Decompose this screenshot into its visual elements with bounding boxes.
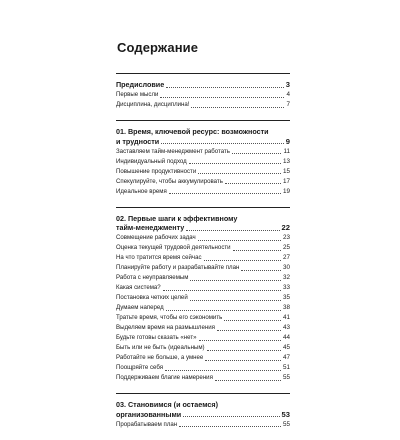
toc-item-page: 11 [283, 147, 290, 155]
toc-heading-page: 53 [281, 409, 290, 419]
toc-item-page: 38 [282, 304, 290, 311]
toc-item-page: 15 [282, 167, 290, 175]
dot-leader [191, 107, 284, 108]
toc-item-page: 13 [282, 157, 290, 165]
toc-item-page: 43 [282, 324, 290, 331]
toc-item[interactable] [116, 420, 290, 430]
toc-section-chapter-01 [116, 127, 290, 197]
toc-item-page: 30 [282, 264, 290, 271]
dot-leader [166, 87, 284, 88]
dot-leader [232, 153, 282, 154]
toc-item[interactable] [116, 303, 290, 313]
toc-item[interactable] [116, 187, 290, 197]
toc-item-page: 4 [286, 91, 290, 98]
toc-heading[interactable] [116, 223, 290, 233]
toc-heading-page: 9 [285, 136, 290, 146]
toc-item-page: 23 [282, 234, 290, 241]
dot-leader [161, 143, 284, 144]
dot-leader [190, 300, 281, 301]
toc-heading[interactable] [116, 80, 290, 90]
toc-item-page: 27 [282, 254, 290, 261]
toc-heading-line1[interactable]: 03. Становимся (и остаемся) [116, 400, 219, 409]
toc-item-page: 45 [282, 344, 290, 351]
toc-item-title: Индивидуальный подход [116, 157, 187, 165]
dot-leader [224, 320, 281, 321]
dot-leader [204, 260, 281, 261]
toc-item-page: 51 [282, 364, 290, 371]
toc-section-chapter-03 [116, 400, 290, 430]
dot-leader [199, 340, 281, 341]
toc-item-title: Поощряйте себя [116, 364, 164, 371]
dot-leader [207, 350, 281, 351]
dot-leader [198, 240, 281, 241]
toc-item-title: Будьте готовы сказать «нет» [116, 334, 197, 341]
dot-leader [166, 310, 281, 311]
dot-leader [179, 426, 281, 427]
toc-item[interactable] [116, 363, 290, 373]
toc-heading[interactable] [116, 137, 290, 147]
section-divider [116, 120, 290, 121]
toc-item-page: 47 [282, 354, 290, 361]
toc-item-page: 19 [282, 187, 290, 195]
toc-item[interactable] [116, 157, 290, 167]
toc-item-title: Дисциплина, дисциплина! [116, 101, 190, 108]
toc-item-page: 25 [282, 244, 290, 251]
dot-leader [186, 230, 279, 231]
toc-item-title: Заставляем тайм-менеджмент работать [116, 147, 230, 155]
toc-item[interactable] [116, 273, 290, 283]
toc-item[interactable] [116, 373, 290, 383]
toc-item-title: Планируйте работу и разрабатывайте план [116, 264, 240, 271]
toc-item[interactable] [116, 333, 290, 343]
toc-item[interactable] [116, 253, 290, 263]
toc-item-page: 32 [282, 274, 290, 281]
toc-item[interactable] [116, 353, 290, 363]
dot-leader [205, 360, 281, 361]
dot-leader [190, 280, 281, 281]
toc-item[interactable] [116, 147, 290, 157]
toc-item-title: Идеальное время [116, 187, 167, 195]
dot-leader [160, 97, 284, 98]
toc-item[interactable] [116, 90, 290, 100]
dot-leader [163, 290, 281, 291]
toc-item-title: Работайте не больше, а умнее [116, 354, 204, 361]
toc-heading-line2: организованными [116, 409, 182, 419]
toc-item[interactable] [116, 100, 290, 110]
toc-item-page: 35 [282, 294, 290, 301]
toc-title: Содержание [117, 40, 199, 55]
dot-leader [241, 270, 281, 271]
toc-item-title: Оценка текущей трудовой деятельности [116, 244, 231, 251]
toc-item-title: Быть или не быть (идеальным) [116, 344, 205, 351]
dot-leader [183, 416, 279, 417]
toc-item-page: 17 [282, 177, 290, 185]
toc-heading[interactable] [116, 410, 290, 420]
toc-item[interactable] [116, 313, 290, 323]
toc-item[interactable] [116, 177, 290, 187]
dot-leader [189, 163, 281, 164]
toc-section-chapter-02 [116, 214, 290, 384]
toc-heading-line2: и трудности [116, 136, 160, 146]
toc-item-title: Постановка четких целей [116, 294, 188, 301]
toc-item-title: Выделяем время на размышления [116, 324, 215, 331]
toc-item-page: 55 [282, 420, 290, 428]
toc-heading-line2: тайм-менеджменту [116, 223, 185, 232]
toc-item-page: 44 [282, 334, 290, 341]
section-divider [116, 73, 290, 74]
section-divider [116, 207, 290, 208]
toc-item-page: 33 [282, 284, 290, 291]
toc-section-preface [116, 80, 290, 110]
toc-item[interactable] [116, 243, 290, 253]
toc-item-title: Какая система? [116, 284, 161, 291]
toc-item-title: Прорабатываем план [116, 420, 178, 428]
toc-item-title: Первые мысли [116, 91, 159, 98]
toc-item-title: Поддерживаем благие намерения [116, 374, 213, 381]
toc-heading-page: 3 [285, 80, 290, 89]
toc-item-page: 41 [282, 314, 290, 321]
toc-item[interactable] [116, 343, 290, 353]
toc-item[interactable] [116, 233, 290, 243]
dot-leader [225, 183, 281, 184]
dot-leader [198, 173, 281, 174]
toc-item-title: Совмещение рабочих задач [116, 234, 196, 241]
toc-heading-page: 22 [281, 223, 290, 232]
dot-leader [169, 193, 281, 194]
toc-item[interactable] [116, 293, 290, 303]
dot-leader [233, 250, 281, 251]
dot-leader [215, 380, 281, 381]
toc-item-title: Думаем наперед [116, 304, 164, 311]
toc-item-title: Работа с неуправляемым [116, 274, 189, 281]
toc-item-page: 7 [286, 101, 290, 108]
toc-item-page: 55 [282, 374, 290, 381]
toc-heading-line1[interactable]: 02. Первые шаги к эффективному [116, 213, 238, 223]
toc-item[interactable] [116, 323, 290, 333]
toc-item-title: Спекулируйте, чтобы аккумулировать [116, 177, 223, 185]
toc-item[interactable] [116, 263, 290, 273]
toc-item[interactable] [116, 283, 290, 293]
toc-item-title: Повышение продуктивности [116, 167, 197, 175]
table-of-contents [116, 40, 290, 440]
toc-item-title: Тратьте время, чтобы его сэкономить [116, 314, 223, 321]
toc-heading-title: Предисловие [116, 80, 165, 89]
dot-leader [217, 330, 281, 331]
section-divider [116, 393, 290, 394]
toc-item-title: На что тратится время сейчас [116, 254, 202, 261]
toc-heading-line1[interactable]: 01. Время, ключевой ресурс: возможности [116, 127, 269, 136]
dot-leader [165, 370, 281, 371]
toc-item[interactable] [116, 167, 290, 177]
